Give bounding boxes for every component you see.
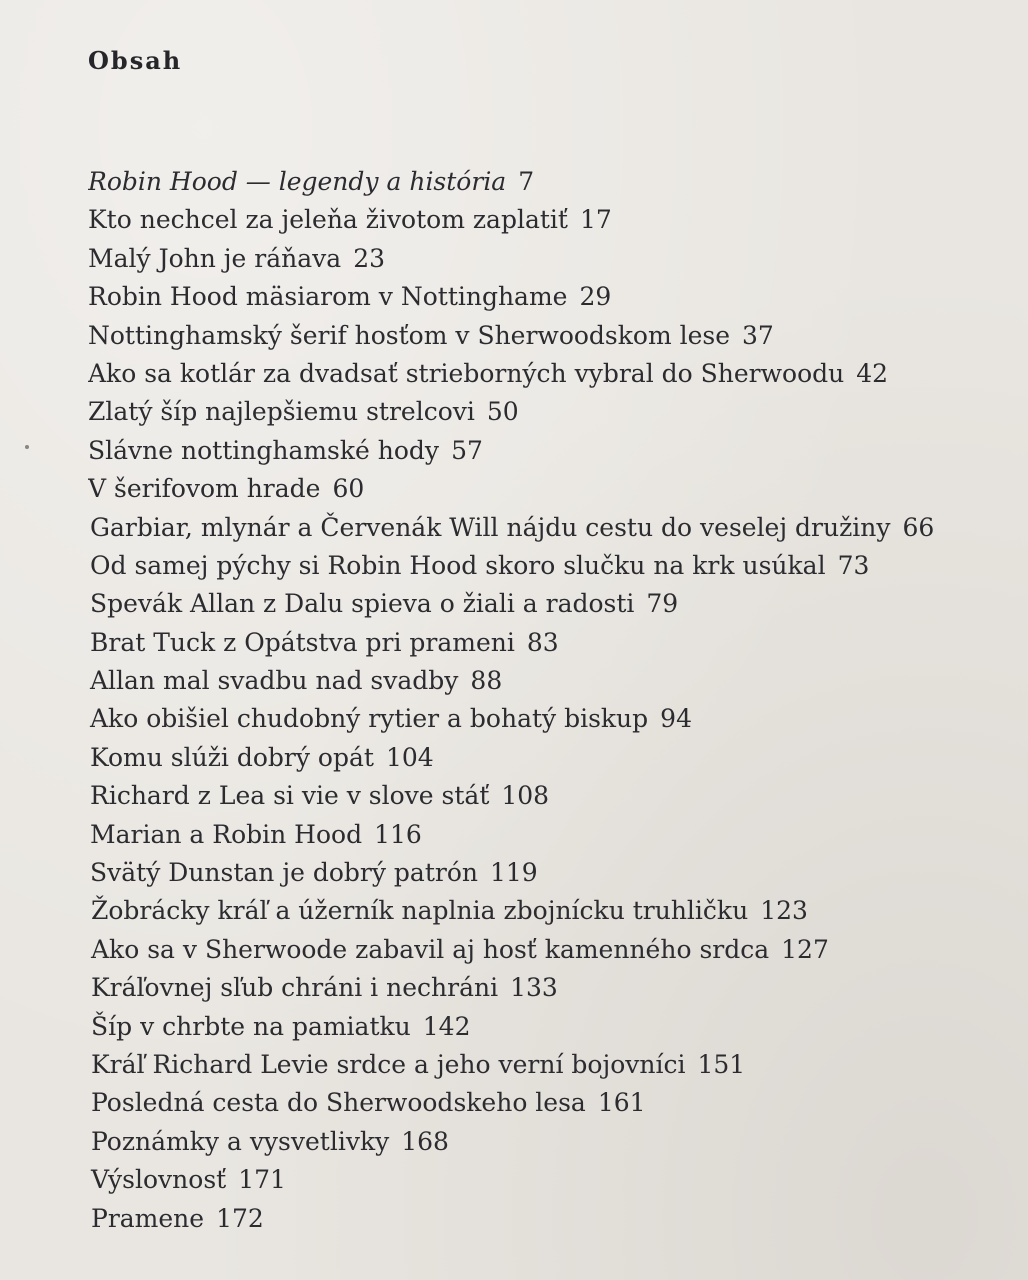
- toc-entry-title: Kráľ Richard Levie srdce a jeho verní bojovníci: [91, 1049, 686, 1079]
- toc-entry-title: Šíp v chrbte na pamiatku: [91, 1011, 411, 1041]
- toc-entry-page-number: 108: [501, 781, 550, 811]
- toc-entry-title: Žobrácky kráľ a úžerník naplnia zbojnícku truhličku: [91, 896, 749, 926]
- toc-entry-title: Malý John je ráňava: [88, 243, 342, 273]
- toc-entry: [88, 1081, 1008, 1119]
- toc-entry-page-number: 161: [597, 1088, 646, 1118]
- toc-entry-page-number: 37: [742, 320, 774, 350]
- toc-entry-page-number: 133: [510, 973, 558, 1003]
- toc-entry-page-number: 57: [451, 435, 483, 465]
- toc-entry: [88, 697, 1008, 735]
- toc-entry-page-number: 88: [470, 666, 503, 696]
- toc-entry: [88, 1120, 1008, 1158]
- toc-entry-page-number: 17: [579, 205, 612, 235]
- toc-entry-title: Brat Tuck z Opátstva pri prameni: [90, 627, 515, 657]
- toc-entry-page-number: 29: [579, 282, 612, 312]
- toc-entry-page-number: 66: [902, 512, 935, 542]
- toc-entry-page-number: 123: [760, 896, 808, 926]
- toc-entry: [88, 966, 1008, 1004]
- toc-entry-title: Robin Hood — legendy a história: [88, 167, 507, 196]
- toc-entry-page-number: 60: [332, 474, 365, 504]
- toc-entry: [88, 1197, 1008, 1235]
- toc-entry: [88, 237, 1008, 275]
- toc-entry-title: Nottinghamský šerif hosťom v Sherwoodskom lese: [88, 320, 731, 350]
- toc-entry-page-number: 79: [646, 589, 679, 619]
- toc-entry: [88, 160, 1008, 198]
- toc-entry-title: Ako sa kotlár za dvadsať strieborných vybral do Sherwoodu: [88, 358, 845, 388]
- toc-entry-title: V šerifovom hrade: [88, 474, 321, 504]
- page-heading: Obsah: [88, 46, 183, 75]
- toc-entry-page-number: 23: [353, 243, 385, 273]
- toc-entry: [88, 467, 1008, 505]
- toc-entry-title: Pramene: [91, 1203, 205, 1233]
- toc-entry-page-number: 7: [518, 167, 535, 196]
- toc-entry-title: Ako obišiel chudobný rytier a bohatý biskup: [90, 704, 649, 734]
- toc-entry-page-number: 42: [856, 358, 889, 388]
- paper-speck: [25, 445, 29, 449]
- toc-entry-title: Komu slúži dobrý opát: [90, 742, 374, 772]
- table-of-contents: [88, 160, 1008, 1235]
- toc-entry-title: Robin Hood mäsiarom v Nottinghame: [88, 282, 568, 312]
- toc-entry-title: Allan mal svadbu nad svadby: [90, 666, 459, 696]
- toc-entry-page-number: 142: [422, 1011, 471, 1041]
- toc-entry: [88, 889, 1008, 927]
- toc-entry: [88, 1005, 1008, 1043]
- toc-entry-page-number: 116: [374, 819, 422, 849]
- toc-entry-title: Od samej pýchy si Robin Hood skoro slučku na krk usúkal: [90, 550, 826, 580]
- toc-entry-page-number: 104: [385, 742, 434, 772]
- toc-entry-page-number: 127: [781, 934, 829, 964]
- toc-entry: [88, 314, 1008, 352]
- toc-entry-title: Richard z Lea si vie v slove stáť: [90, 781, 490, 811]
- toc-entry: [88, 198, 1008, 236]
- toc-entry: [88, 544, 1008, 582]
- toc-entry: [88, 390, 1008, 428]
- toc-entry: [88, 1158, 1008, 1196]
- toc-entry: [88, 275, 1008, 313]
- toc-entry-title: Poznámky a vysvetlivky: [91, 1126, 390, 1156]
- toc-entry: [88, 1043, 1008, 1081]
- toc-entry: [88, 774, 1008, 812]
- toc-entry: [88, 851, 1008, 889]
- toc-entry: [88, 659, 1008, 697]
- toc-entry-page-number: 171: [238, 1165, 286, 1195]
- toc-entry-title: Garbiar, mlynár a Červenák Will nájdu cestu do veselej družiny: [90, 512, 891, 542]
- toc-entry-title: Ako sa v Sherwoode zabavil aj hosť kamenného srdca: [91, 934, 770, 964]
- toc-entry-title: Slávne nottinghamské hody: [88, 435, 440, 465]
- toc-entry-page-number: 172: [216, 1203, 264, 1233]
- toc-entry-title: Spevák Allan z Dalu spieva o žiali a radosti: [90, 589, 635, 619]
- toc-entry: [88, 736, 1008, 774]
- toc-entry-page-number: 73: [837, 550, 870, 580]
- toc-entry: [88, 813, 1008, 851]
- toc-entry-title: Kráľovnej sľub chráni i nechráni: [91, 973, 499, 1003]
- toc-entry-page-number: 151: [697, 1049, 746, 1079]
- toc-entry-page-number: 83: [526, 627, 559, 657]
- toc-entry-title: Výslovnosť: [91, 1165, 227, 1195]
- toc-entry-title: Kto nechcel za jeleňa životom zaplatiť: [88, 205, 568, 235]
- toc-entry: [88, 429, 1008, 467]
- toc-entry-page-number: 119: [489, 858, 538, 888]
- toc-entry-page-number: 168: [401, 1126, 449, 1156]
- toc-entry-title: Zlatý šíp najlepšiemu strelcovi: [88, 397, 475, 427]
- toc-entry: [88, 352, 1008, 390]
- toc-entry-title: Posledná cesta do Sherwoodskeho lesa: [91, 1088, 586, 1118]
- toc-entry: [88, 506, 1008, 544]
- toc-entry-title: Marian a Robin Hood: [90, 819, 363, 849]
- toc-entry-page-number: 50: [486, 397, 519, 427]
- toc-entry: [88, 582, 1008, 620]
- toc-entry: [88, 621, 1008, 659]
- toc-entry: [88, 928, 1008, 966]
- toc-entry-page-number: 94: [660, 704, 692, 734]
- toc-entry-title: Svätý Dunstan je dobrý patrón: [90, 858, 478, 888]
